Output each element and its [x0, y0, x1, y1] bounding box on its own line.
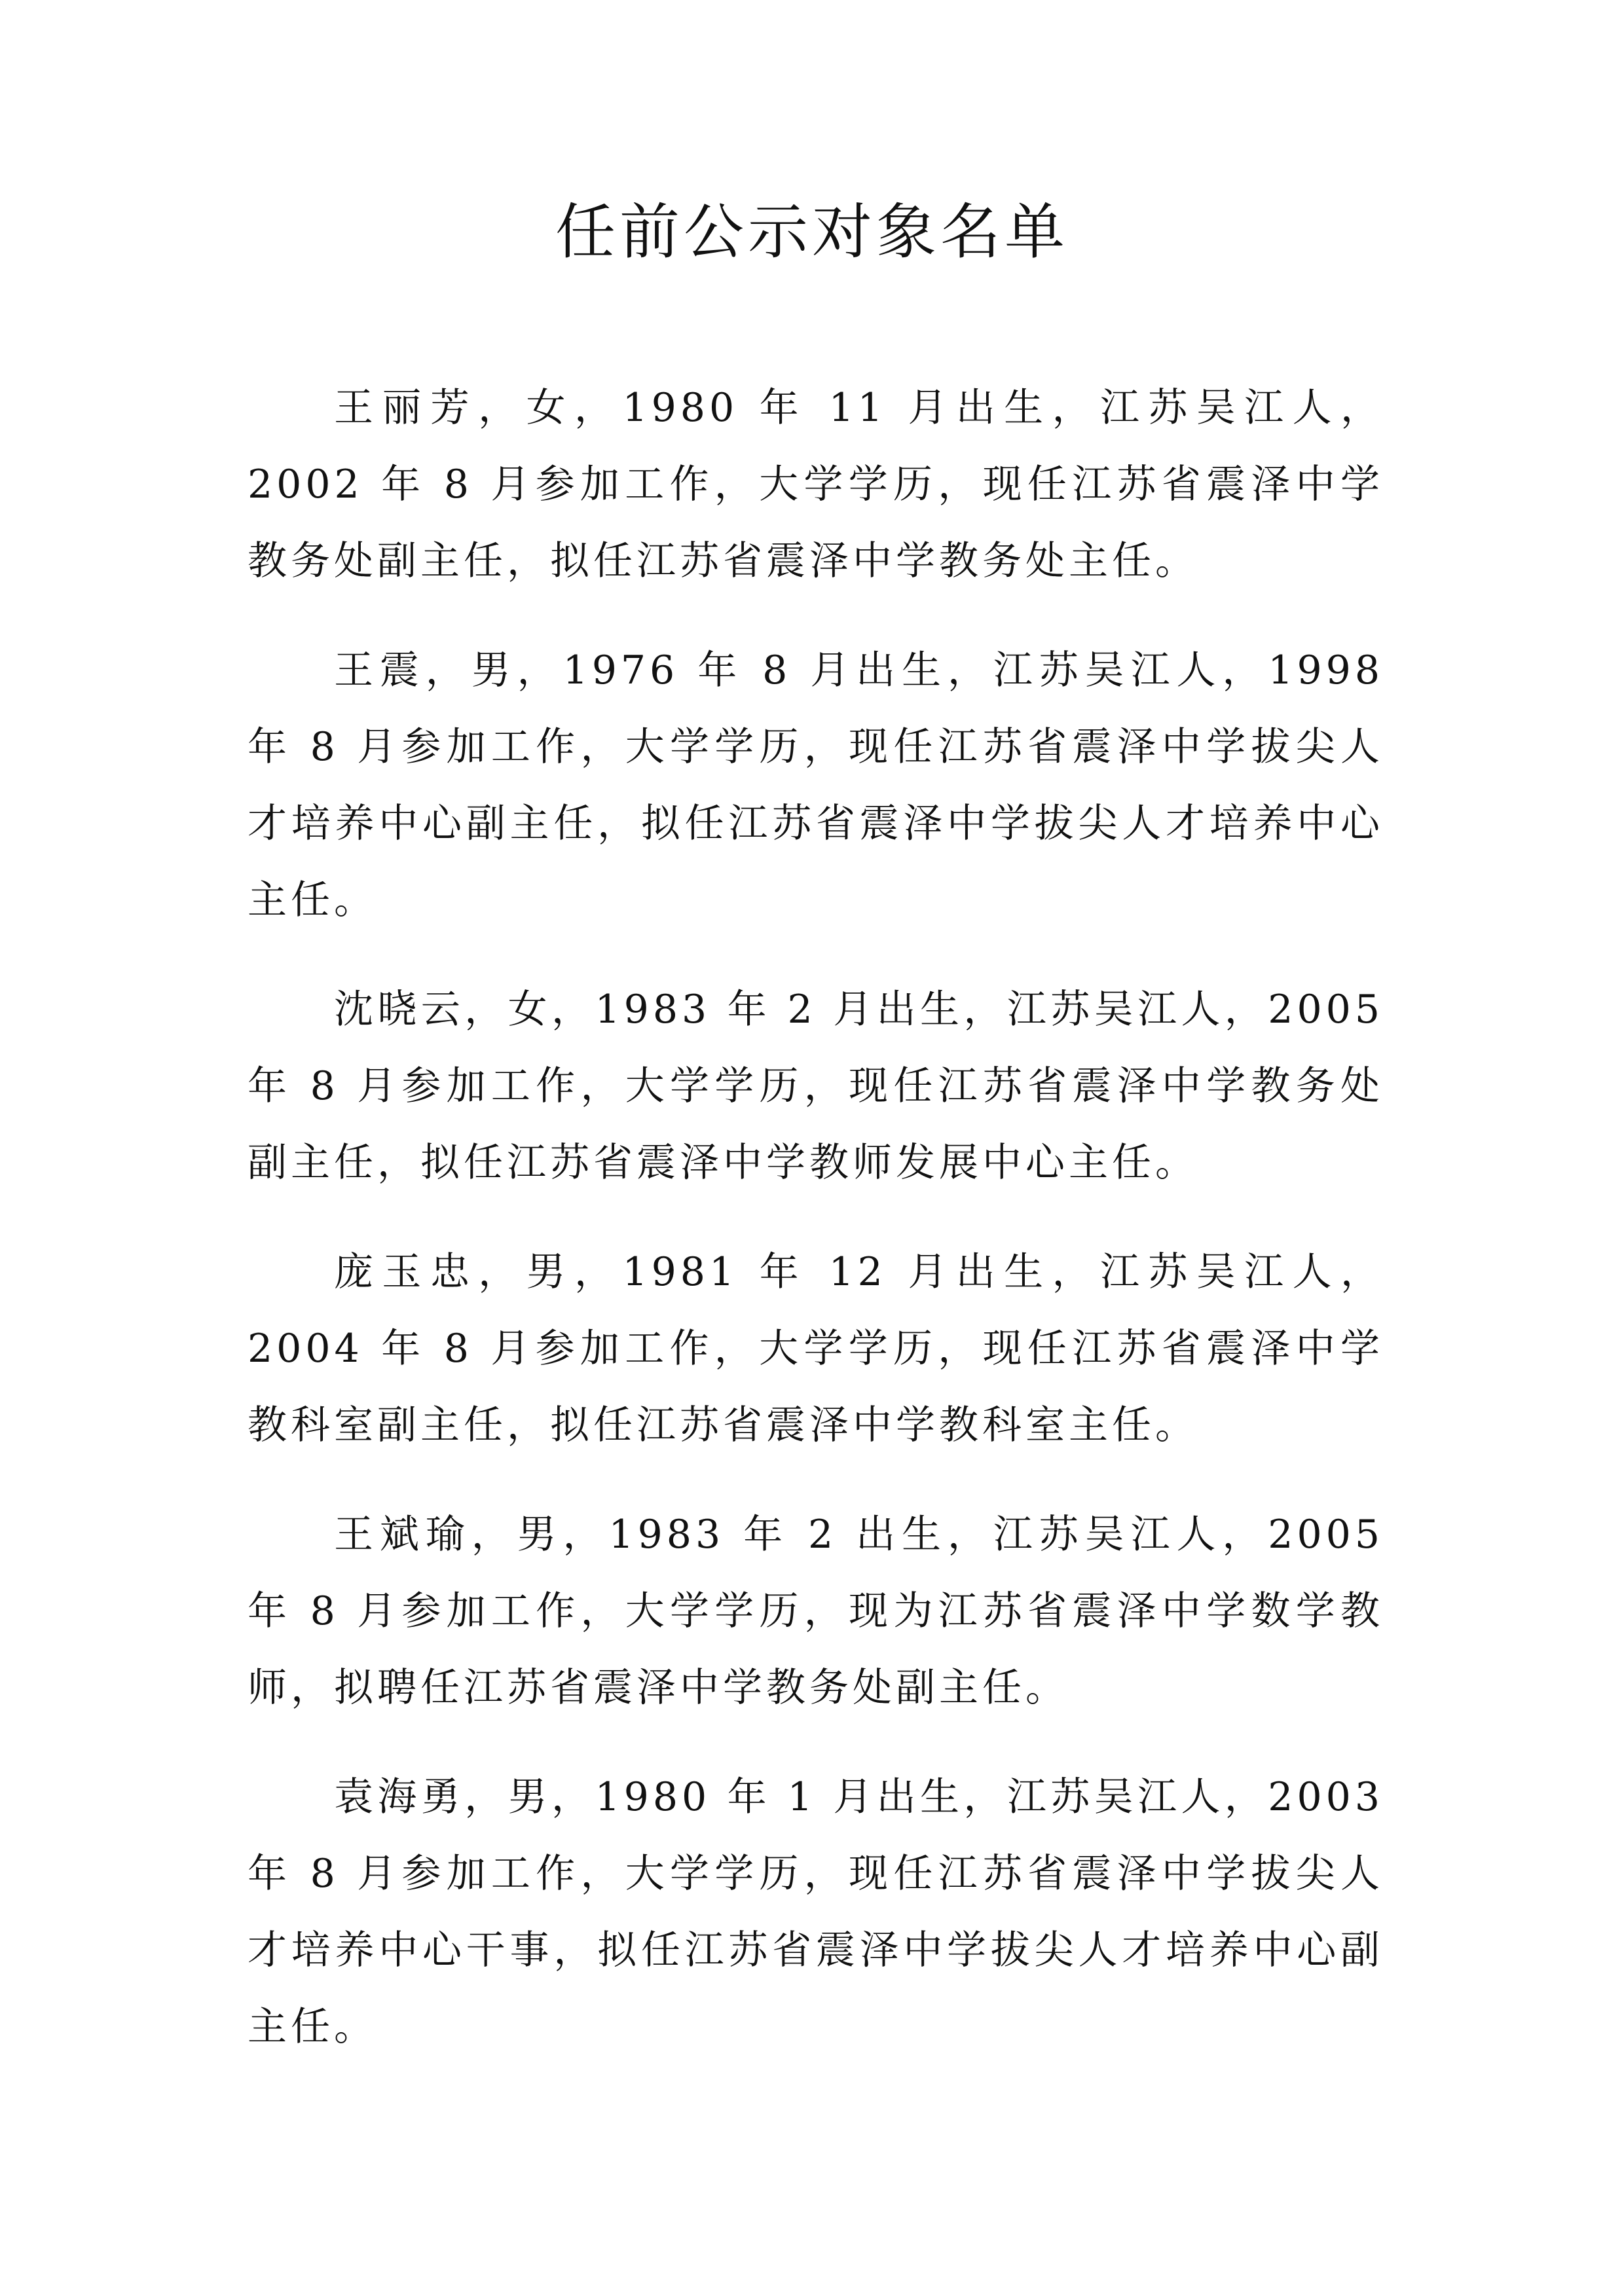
paragraph-wang-lifang: 王丽芳，女，1980 年 11 月出生，江苏吴江人，2002 年 8 月参加工作，大学学历，现任江苏省震泽中学教务处副主任，拟任江苏省震泽中学教务处主任。 — [248, 385, 1384, 584]
document-title: 任前公示对象名单 — [555, 197, 1069, 267]
paragraph-wang-binyu: 王斌瑜，男，1983 年 2 出生，江苏吴江人，2005 年 8 月参加工作，大学学历，现为江苏省震泽中学数学教师，拟聘任江苏省震泽中学教务处副主任。 — [248, 1512, 1384, 1711]
document-body — [248, 370, 1384, 2098]
paragraph-shen-xiaoyun: 沈晓云，女，1983 年 2 月出生，江苏吴江人，2005 年 8 月参加工作，大学学历，现任江苏省震泽中学教务处副主任，拟任江苏省震泽中学教师发展中心主任。 — [248, 987, 1384, 1186]
paragraph-pang-yuzhong: 庞玉忠，男，1981 年 12 月出生，江苏吴江人，2004 年 8 月参加工作，大学学历，现任江苏省震泽中学教科室副主任，拟任江苏省震泽中学教科室主任。 — [248, 1249, 1384, 1448]
paragraph-wang-zhen: 王震，男，1976 年 8 月出生，江苏吴江人，1998 年 8 月参加工作，大学学历，现任江苏省震泽中学拔尖人才培养中心副主任，拟任江苏省震泽中学拔尖人才培养中心主任。 — [248, 647, 1384, 923]
paragraph-yuan-haiyong: 袁海勇，男，1980 年 1 月出生，江苏吴江人，2003 年 8 月参加工作，大学学历，现任江苏省震泽中学拔尖人才培养中心干事，拟任江苏省震泽中学拔尖人才培养中心副主任。 — [248, 1774, 1384, 2050]
